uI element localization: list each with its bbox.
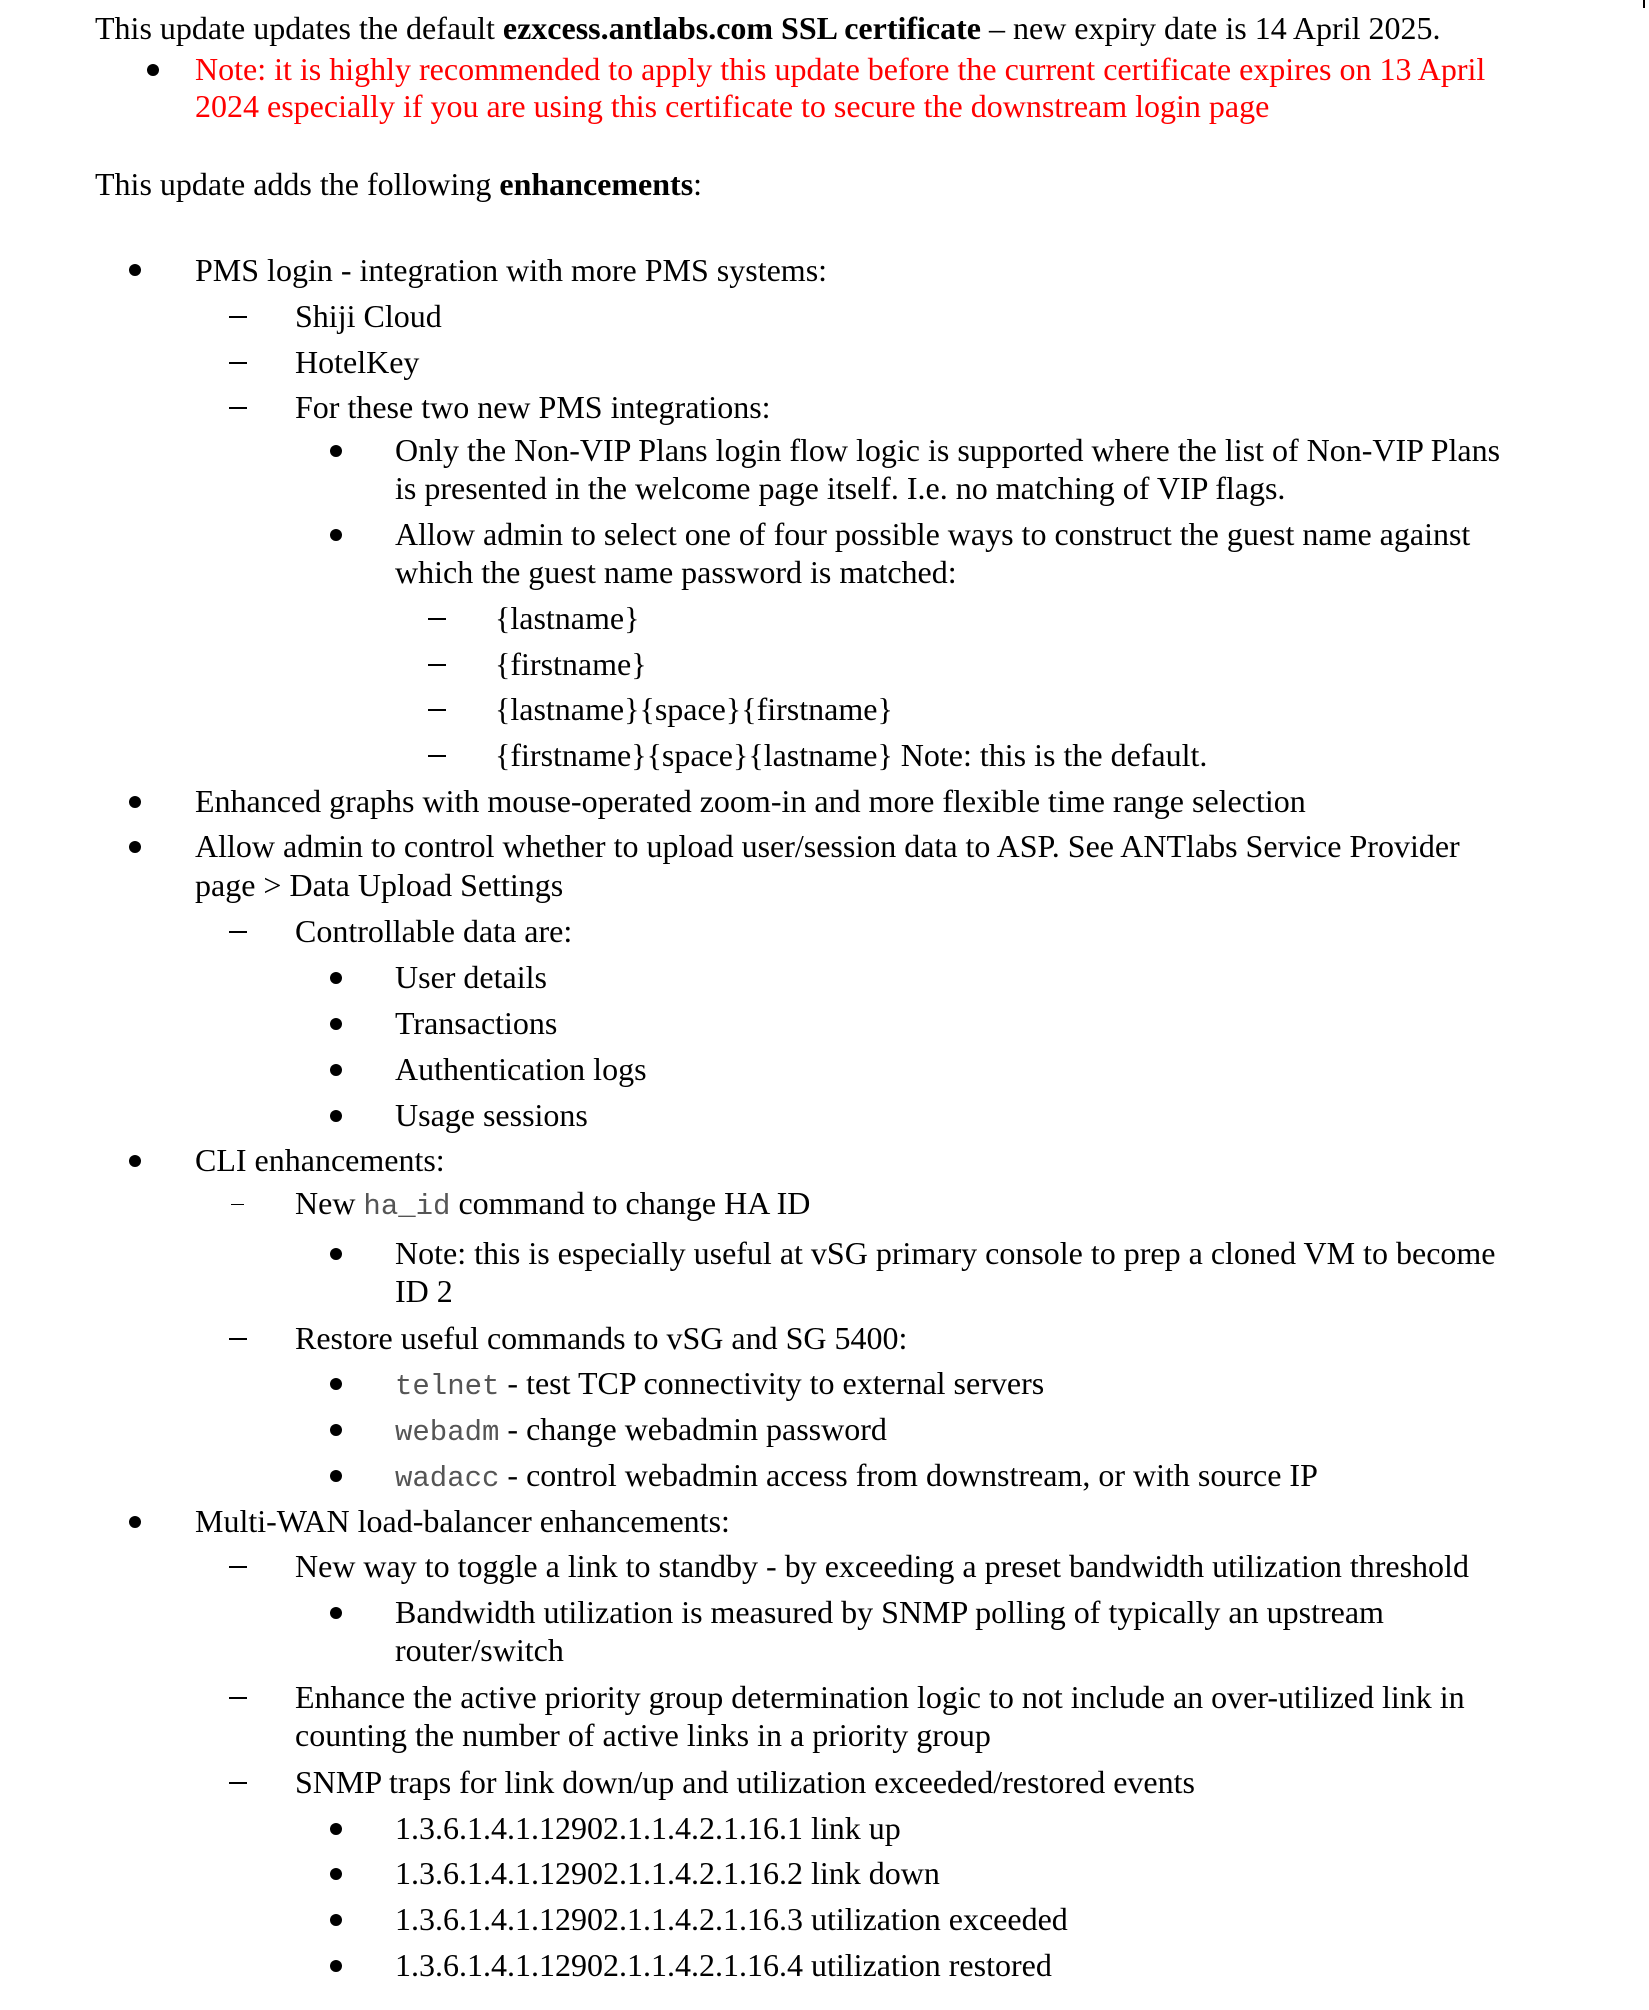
note-line-1: Note: it is highly recommended to apply this update before the current certificate expires on 13 April (195, 51, 1486, 87)
pms-shiji-cloud: Shiji Cloud (295, 298, 442, 334)
cli-ha-id-line (295, 1185, 810, 1225)
intro-text: This update updates the default (95, 10, 503, 46)
graphs-bullet (129, 796, 141, 808)
trap-bullet-4 (330, 1960, 342, 1972)
mwan-enhance-line-1: Enhance the active priority group determination logic to not include an over-utilized link in (295, 1679, 1465, 1715)
trap-util-exceeded: 1.3.6.1.4.1.12902.1.1.4.2.1.16.3 utilization exceeded (395, 1901, 1068, 1937)
enhancements-bold: enhancements (499, 166, 694, 202)
cli-restore: Restore useful commands to vSG and SG 5400: (295, 1320, 908, 1356)
format-lastname: {lastname} (495, 600, 640, 636)
mwan-title: Multi-WAN load-balancer enhancements: (195, 1503, 730, 1539)
data-user-details: User details (395, 959, 547, 995)
data-usage-sessions: Usage sessions (395, 1097, 588, 1133)
telnet-bullet (330, 1378, 342, 1390)
pms-title: PMS login - integration with more PMS systems: (195, 252, 828, 288)
webadm-bullet (330, 1424, 342, 1436)
intro-expiry: – new expiry date is 14 April 2025. (980, 10, 1441, 46)
trap-link-down: 1.3.6.1.4.1.12902.1.1.4.2.1.16.2 link down (395, 1855, 940, 1891)
cli-telnet-line (395, 1365, 1044, 1405)
cli-note-line-1: Note: this is especially useful at vSG primary console to prep a cloned VM to become (395, 1235, 1496, 1271)
trap-bullet-3 (330, 1914, 342, 1926)
cli-webadm-line (395, 1411, 887, 1451)
note-bullet (147, 64, 159, 76)
dash-traps (229, 1782, 247, 1784)
dash-controllable (229, 931, 247, 933)
pms-bullet (129, 264, 141, 276)
pms-hotelkey: HotelKey (295, 344, 420, 380)
data-auth-logs: Authentication logs (395, 1051, 647, 1087)
allow-bullet (330, 529, 342, 541)
cli-title: CLI enhancements: (195, 1142, 445, 1178)
pms-for-these: For these two new PMS integrations: (295, 389, 771, 425)
intro-line (95, 10, 1440, 46)
dash-shiji (229, 316, 247, 318)
upload-line-1: Allow admin to control whether to upload user/session data to ASP. See ANTlabs Service Provider (195, 828, 1460, 864)
format-firstname: {firstname} (495, 646, 647, 682)
cli-ha-id-desc: command to change HA ID (450, 1185, 811, 1221)
cli-wadacc-line (395, 1457, 1318, 1497)
upload-line-2: page > Data Upload Settings (195, 867, 564, 903)
only-line-1: Only the Non-VIP Plans login flow logic is supported where the list of Non-VIP Plans (395, 432, 1501, 468)
format-last-first: {lastname}{space}{firstname} (495, 691, 893, 727)
trap-bullet-1 (330, 1823, 342, 1835)
intro-cert-name: ezxcess.antlabs.com SSL certificate (502, 10, 981, 46)
dash-enhance (229, 1697, 247, 1699)
cli-bullet (129, 1155, 141, 1167)
cli-telnet-desc: - test TCP connectivity to external servers (499, 1365, 1045, 1401)
bw-line-1: Bandwidth utilization is measured by SNMP polling of typically an upstream (395, 1594, 1384, 1630)
mwan-toggle: New way to toggle a link to standby - by exceeding a preset bandwidth utilization threshold (295, 1548, 1469, 1584)
controllable-data: Controllable data are: (295, 913, 573, 949)
allow-line-2: which the guest name password is matched: (395, 554, 957, 590)
trap-bullet-2 (330, 1868, 342, 1880)
dash-hotelkey (229, 362, 247, 364)
data-bullet-3 (330, 1064, 342, 1076)
only-bullet (330, 445, 342, 457)
note-line-2: 2024 especially if you are using this certificate to secure the downstream login page (195, 88, 1270, 124)
mwan-bullet (129, 1516, 141, 1528)
dash-toggle (229, 1566, 247, 1568)
data-bullet-1 (330, 972, 342, 984)
upload-bullet (129, 841, 141, 853)
bw-line-2: router/switch (395, 1632, 564, 1668)
dash-format-4 (428, 755, 446, 757)
dash-format-2 (428, 664, 446, 666)
data-transactions: Transactions (395, 1005, 558, 1041)
trap-link-up: 1.3.6.1.4.1.12902.1.1.4.2.1.16.1 link up (395, 1810, 901, 1846)
dash-format-1 (428, 618, 446, 620)
bw-bullet (330, 1607, 342, 1619)
cli-telnet-command: telnet (395, 1370, 500, 1403)
dash-for-these (229, 407, 247, 409)
dash-format-3 (428, 709, 446, 711)
cli-wadacc-desc: - control webadmin access from downstream, or with source IP (499, 1457, 1318, 1493)
cli-new-label: New (295, 1185, 364, 1221)
graphs-text: Enhanced graphs with mouse-operated zoom-in and more flexible time range selection (195, 783, 1306, 819)
cli-note-bullet (330, 1248, 342, 1260)
cli-wadacc-command: wadacc (395, 1462, 500, 1495)
page-edge-mark (1643, 0, 1645, 8)
trap-util-restored: 1.3.6.1.4.1.12902.1.1.4.2.1.16.4 utilization restored (395, 1947, 1052, 1983)
mwan-enhance-line-2: counting the number of active links in a priority group (295, 1717, 991, 1753)
format-first-last-default: {firstname}{space}{lastname} Note: this is the default. (495, 737, 1208, 773)
enhancements-heading (95, 166, 702, 202)
cli-webadm-desc: - change webadmin password (499, 1411, 887, 1447)
allow-line-1: Allow admin to select one of four possible ways to construct the guest name against (395, 516, 1471, 552)
only-line-2: is presented in the welcome page itself. I.e. no matching of VIP flags. (395, 470, 1286, 506)
data-bullet-2 (330, 1018, 342, 1030)
wadacc-bullet (330, 1470, 342, 1482)
cli-note-line-2: ID 2 (395, 1273, 453, 1309)
cli-ha-id-command: ha_id (363, 1190, 451, 1223)
dash-ha-id (231, 1204, 244, 1205)
enhancements-colon: : (693, 166, 703, 202)
cli-webadm-command: webadm (395, 1416, 500, 1449)
enhancements-pre: This update adds the following (95, 166, 500, 202)
dash-restore (229, 1338, 247, 1340)
mwan-traps: SNMP traps for link down/up and utilization exceeded/restored events (295, 1764, 1195, 1800)
data-bullet-4 (330, 1110, 342, 1122)
